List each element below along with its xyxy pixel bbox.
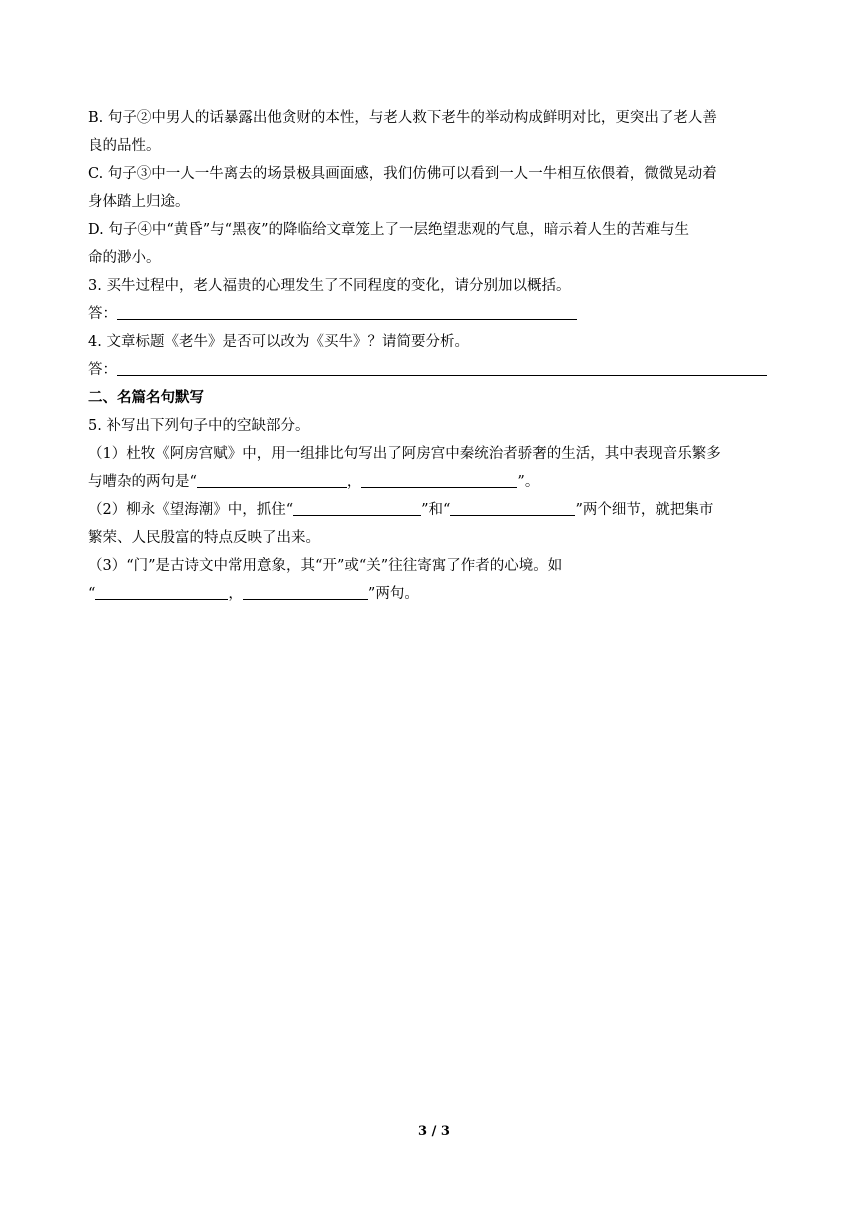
answer-blank-q4[interactable] [117, 359, 767, 376]
section-2-heading: 二、名篇名句默写 [88, 389, 204, 406]
option-b-line-1: B. 句子②中男人的话暴露出他贪财的本性，与老人救下老牛的举动构成鲜明对比，更突出了老人善 [88, 110, 717, 126]
text-segment: ”。 [517, 474, 540, 490]
answer-label: 答： [88, 306, 117, 322]
question-4-answer-line [88, 356, 780, 384]
text-segment: 与嘈杂的两句是“ [88, 474, 197, 490]
page-content [88, 104, 780, 608]
text-segment: ， [228, 586, 243, 602]
fill-blank-6[interactable] [243, 583, 368, 600]
fill-blank-3[interactable] [293, 499, 421, 516]
page-number: 3 / 3 [418, 1124, 450, 1139]
question-3-answer-line [88, 300, 780, 328]
question-5-text: 5. 补写出下列句子中的空缺部分。 [88, 418, 310, 434]
fill-blank-2[interactable] [361, 471, 517, 488]
question-5-part-3-line-1: （3）“门”是古诗文中常用意象，其“开”或“关”往往寄寓了作者的心境。如 [88, 558, 563, 574]
text-segment: ， [346, 474, 362, 490]
question-5-part-2-line-2: 繁荣、人民殷富的特点反映了出来。 [88, 530, 320, 546]
text-segment: ”两句。 [367, 586, 419, 602]
option-b-line-2: 良的品性。 [88, 138, 161, 154]
option-c-line-1: C. 句子③中一人一牛离去的场景极具画面感，我们仿佛可以看到一人一牛相互依偎着，微微晃动着 [88, 166, 717, 182]
fill-blank-1[interactable] [197, 471, 347, 488]
text-segment: ”和“ [421, 502, 451, 518]
question-3-text: 3. 买牛过程中，老人福贵的心理发生了不同程度的变化，请分别加以概括。 [88, 278, 571, 294]
question-5-part-1-line-2 [88, 468, 780, 496]
option-d-line-1: D. 句子④中“黄昏”与“黑夜”的降临给文章笼上了一层绝望悲观的气息，暗示着人生的苦难与生 [88, 222, 689, 238]
question-5-part-2-line-1 [88, 496, 780, 524]
question-4-text: 4. 文章标题《老牛》是否可以改为《买牛》？请简要分析。 [88, 334, 469, 350]
answer-label: 答： [88, 362, 117, 378]
question-5-part-1-line-1: （1）杜牧《阿房宫赋》中，用一组排比句写出了阿房宫中秦统治者骄奢的生活，其中表现音乐繁多 [88, 446, 721, 462]
fill-blank-4[interactable] [450, 499, 575, 516]
text-segment: ”两个细节，就把集市 [575, 502, 714, 518]
text-segment: （2）柳永《望海潮》中，抓住“ [88, 502, 294, 518]
text-segment: “ [88, 586, 96, 602]
question-5-part-3-line-2 [88, 580, 780, 608]
option-c-line-2: 身体踏上归途。 [88, 194, 190, 210]
answer-blank-q3[interactable] [117, 303, 577, 320]
fill-blank-5[interactable] [95, 583, 228, 600]
option-d-line-2: 命的渺小。 [88, 250, 161, 266]
